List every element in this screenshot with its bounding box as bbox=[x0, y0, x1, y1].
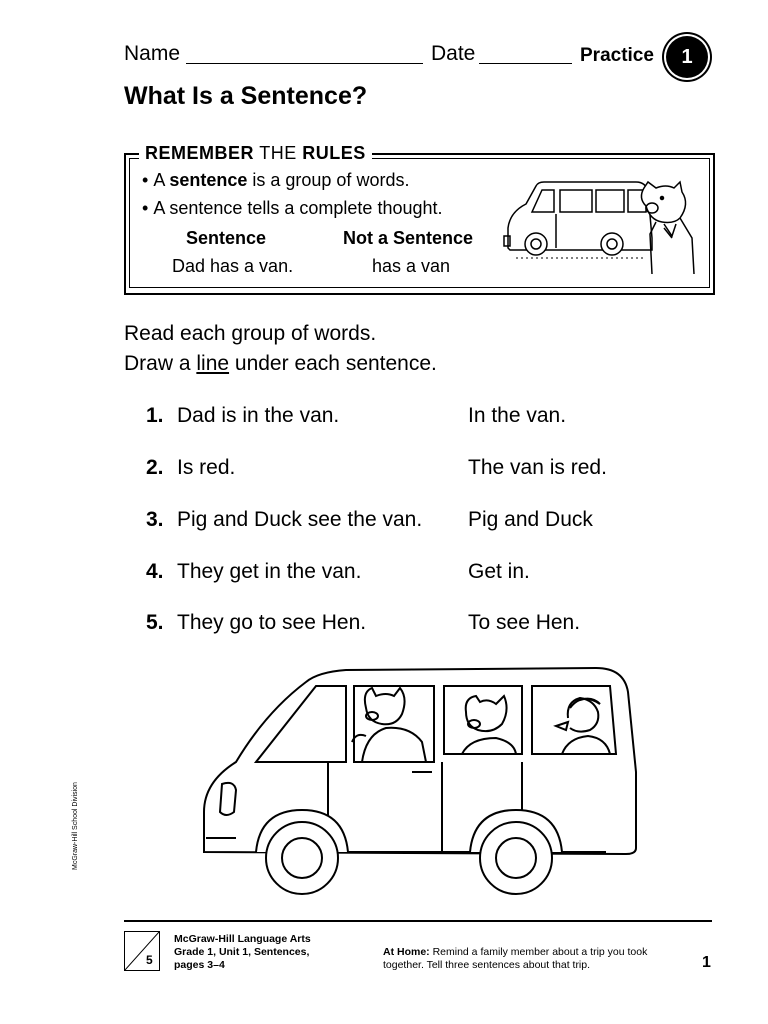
rules-heading bbox=[139, 143, 372, 164]
not-sentence-column-head: Not a Sentence bbox=[343, 228, 474, 248]
practice-number-badge: 1 bbox=[666, 36, 708, 78]
practice-label: Practice bbox=[580, 45, 654, 66]
item-1-number: 1. bbox=[146, 404, 164, 427]
bullet1-bold: sentence bbox=[169, 170, 248, 190]
source-line-3: pages 3–4 bbox=[174, 959, 225, 971]
footer-rule bbox=[124, 920, 712, 922]
van-with-pig-illustration bbox=[496, 178, 702, 278]
item-1-left[interactable]: Dad is in the van. bbox=[177, 404, 340, 427]
directions-line-1: Read each group of words. bbox=[124, 322, 377, 345]
item-3-left[interactable]: Pig and Duck see the van. bbox=[177, 508, 423, 531]
item-2-number: 2. bbox=[146, 456, 164, 479]
item-4-number: 4. bbox=[146, 560, 164, 583]
item-5-right[interactable]: To see Hen. bbox=[468, 611, 581, 634]
item-4-left[interactable]: They get in the van. bbox=[177, 560, 362, 583]
item-5-left[interactable]: They go to see Hen. bbox=[177, 611, 367, 634]
source-line-2: Grade 1, Unit 1, Sentences, bbox=[174, 946, 310, 958]
not-sentence-example: has a van bbox=[372, 256, 451, 276]
big-van-illustration bbox=[196, 662, 644, 898]
directions-line-2-pre: Draw a bbox=[124, 352, 197, 375]
date-blank[interactable] bbox=[479, 63, 572, 64]
date-label: Date bbox=[431, 42, 476, 65]
bullet1-post: is a group of words. bbox=[247, 170, 410, 190]
source-line-1: McGraw-Hill Language Arts bbox=[174, 933, 311, 945]
at-home-note bbox=[383, 946, 673, 972]
directions-line-2 bbox=[124, 352, 437, 376]
bullet2-text: A sentence tells a complete thought. bbox=[153, 198, 443, 218]
sentence-example: Dad has a van. bbox=[172, 256, 294, 276]
rules-heading-rules: RULES bbox=[302, 143, 366, 163]
bullet-dot: • bbox=[142, 170, 154, 190]
item-3-number: 3. bbox=[146, 508, 164, 531]
page-box-diagonal bbox=[125, 932, 159, 970]
item-1-right[interactable]: In the van. bbox=[468, 404, 567, 427]
at-home-label: At Home: bbox=[383, 946, 430, 958]
page-title: What Is a Sentence? bbox=[124, 82, 368, 110]
item-2-right[interactable]: The van is red. bbox=[468, 456, 607, 479]
sentence-column-head: Sentence bbox=[186, 228, 267, 248]
bullet-dot: • bbox=[142, 198, 154, 218]
side-credit: McGraw-Hill School Division bbox=[72, 782, 79, 870]
rule-bullet-1 bbox=[142, 170, 409, 191]
rules-heading-remember: REMEMBER bbox=[145, 143, 255, 163]
name-label: Name bbox=[124, 42, 181, 65]
at-home-text: Remind a family member about a trip you took together. Tell three sentences about that trip. bbox=[383, 946, 648, 971]
name-blank[interactable] bbox=[186, 63, 423, 64]
directions-line-2-post: under each sentence. bbox=[229, 352, 437, 375]
footer-source bbox=[174, 933, 311, 972]
page-reference-number: 5 bbox=[146, 953, 153, 967]
page-number: 1 bbox=[702, 954, 711, 971]
rules-heading-the: THE bbox=[259, 143, 297, 163]
bullet1-pre: A bbox=[153, 170, 170, 190]
item-3-right[interactable]: Pig and Duck bbox=[468, 508, 593, 531]
page-reference-box bbox=[124, 931, 160, 971]
item-2-left[interactable]: Is red. bbox=[177, 456, 236, 479]
rule-bullet-2 bbox=[142, 198, 443, 219]
item-5-number: 5. bbox=[146, 611, 164, 634]
directions-line-2-underlined: line bbox=[196, 352, 230, 375]
item-4-right[interactable]: Get in. bbox=[468, 560, 530, 583]
